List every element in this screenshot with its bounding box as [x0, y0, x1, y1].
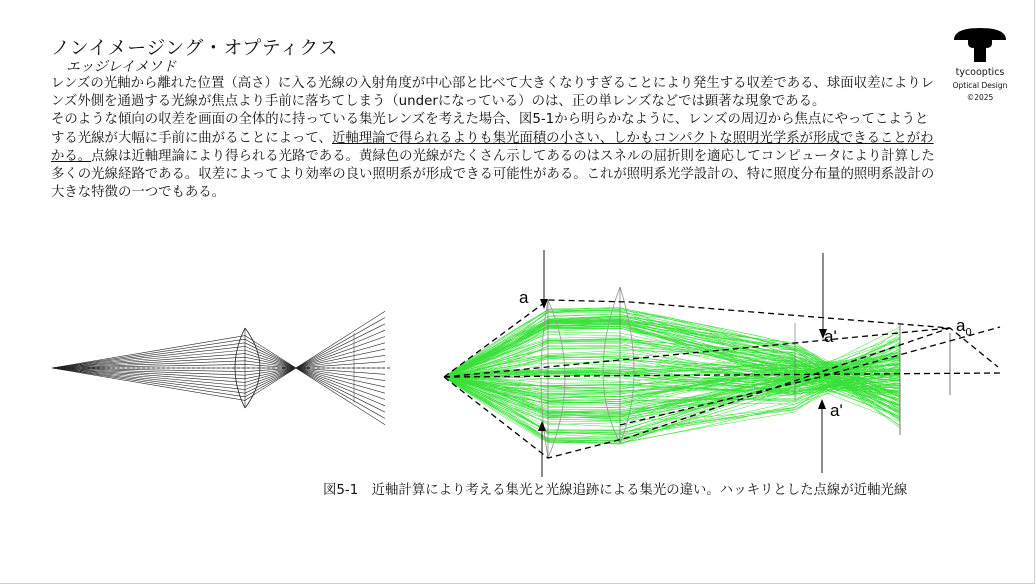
label-a0	[956, 316, 972, 338]
label-a-prime-top: a'	[824, 327, 837, 346]
label-a-prime-bottom: a'	[830, 401, 843, 420]
paragraph-1: レンズの光軸から離れた位置（高さ）に入る光線の入射角度が中心部と比べて大きくなりすぎることにより発生する収差である、球面収差によりレンズ外側を通過する光線が焦点より手前に落ちてしまう（underになっている）のは、正の単レンズなどでは顕著な現象である。	[51, 76, 935, 110]
body-text	[51, 75, 941, 202]
paraxial-lens-ray-diagram	[50, 278, 390, 458]
company-logo	[950, 26, 1010, 102]
logo-subtitle: Optical Design	[952, 81, 1008, 90]
ray-tracing-diagram	[440, 245, 1005, 480]
page-title: ノンイメージング・オプティクス	[51, 37, 339, 59]
label-a: a	[519, 288, 529, 307]
traced-ray	[444, 338, 900, 442]
logo-brand: tycooptics	[955, 67, 1005, 78]
paragraph-2-start: そのような傾向の収差を画面の全体的に持っている集光レンズを考えた場合、図5-1から明らかなように、レンズの周辺から焦点にやってこようとする光線が大幅に手前に曲がることによって、	[51, 112, 929, 146]
arrow-a-prime-bottom-head	[818, 399, 826, 409]
logo-copyright: ©2025	[966, 93, 994, 102]
tycooptics-logo-icon	[952, 26, 1008, 64]
figure-caption: 図5-1 近軸計算により考える集光と光線追跡による集光の違い。ハッキリとした点線が近軸光線	[323, 483, 908, 498]
underlined-claim: 近軸理論で得られるよりも集光面積の小さい、しかもコンパクトな照明光学系が形成できることがわかる。	[51, 130, 934, 164]
paragraph-2-end: 点線は近軸理論により得られる光路である。黄緑色の光線がたくさん示してあるのはスネルの屈折則を適応してコンピュータにより計算した多くの光線経路である。収差によってより効率の良い照明系が形成できる可能性がある。これが照明系光学設計の、特に照度分布量的照明系設計の大きな特徴の一つでもある。	[51, 148, 935, 201]
label-a0-base: a	[956, 316, 966, 335]
page-subtitle: エッジレイメソド	[66, 59, 177, 75]
paragraph-2	[51, 111, 941, 202]
label-a0-subscript: 0	[965, 326, 972, 339]
